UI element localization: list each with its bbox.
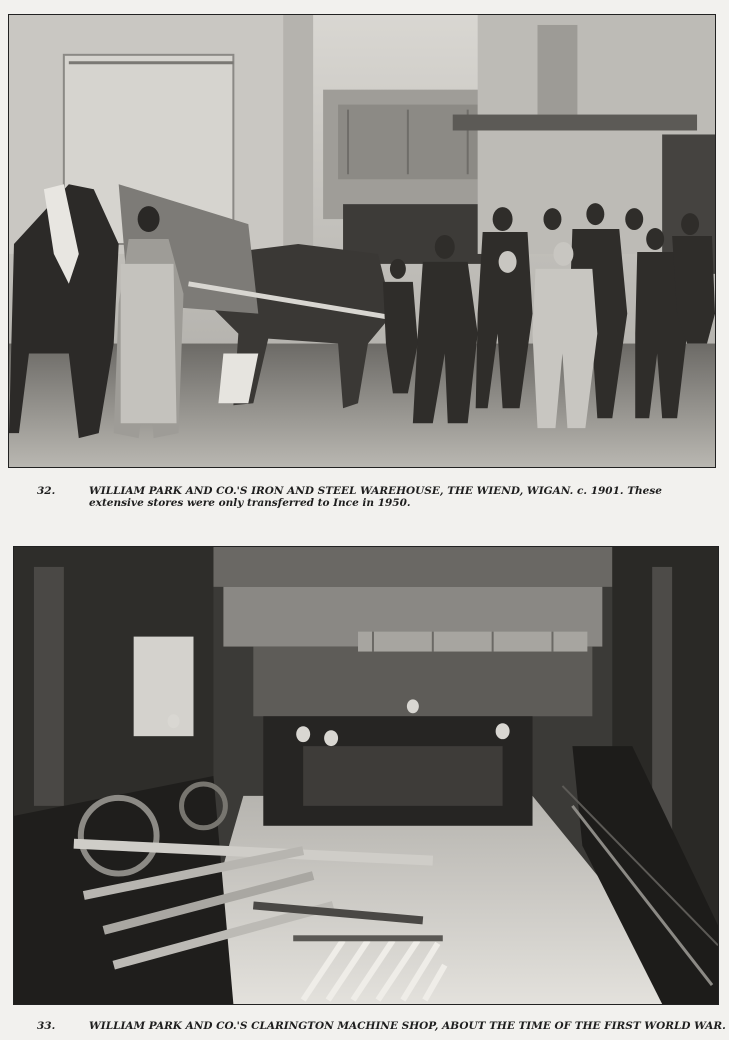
- figure-number: 33.: [37, 1020, 56, 1032]
- machine-shop-photo-image: [14, 547, 718, 1004]
- figure-number: 32.: [37, 485, 56, 497]
- photograph-warehouse: [8, 14, 716, 468]
- figure-caption-33: [37, 1021, 727, 1037]
- photograph-machine-shop: [13, 546, 719, 1005]
- caption-text: WILLIAM PARK AND CO.'S IRON AND STEEL WAREHOUSE, THE WIEND, WIGAN. c. 1901. These extensive stores were only transferred to Ince in 1950.: [89, 485, 662, 509]
- caption-text: WILLIAM PARK AND CO.'S CLARINGTON MACHINE SHOP, ABOUT THE TIME OF THE FIRST WORLD WAR.: [89, 1020, 726, 1032]
- figure-caption-32: [37, 486, 717, 516]
- warehouse-photo-image: [9, 15, 715, 467]
